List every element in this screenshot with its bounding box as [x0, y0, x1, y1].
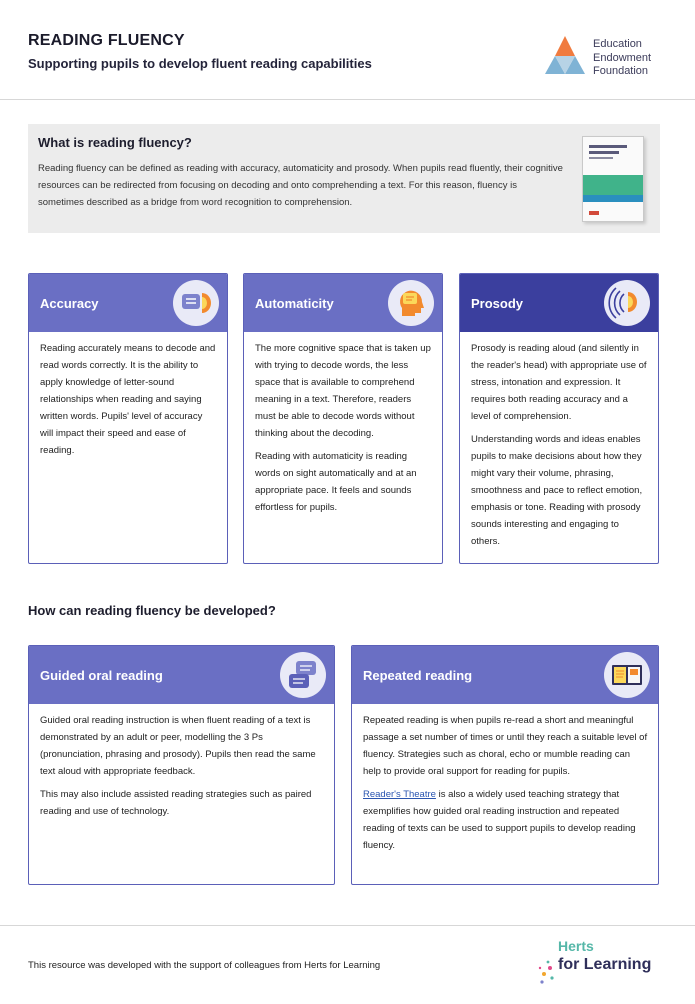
guided-oral-reading-card — [28, 645, 335, 885]
prosody-title: Prosody — [471, 296, 524, 311]
automaticity-body — [255, 340, 432, 522]
repeated-reading-card — [351, 645, 659, 885]
page-footer — [0, 925, 695, 1004]
page-header — [0, 0, 695, 100]
eef-logo-text: Education Endowment Foundation — [593, 38, 652, 77]
accuracy-card-header — [29, 274, 227, 332]
accuracy-card — [28, 273, 228, 564]
page-subtitle: Supporting pupils to develop fluent reading capabilities — [28, 56, 372, 71]
accuracy-body — [40, 340, 217, 465]
repeated-body — [363, 712, 648, 860]
eef-logo — [543, 34, 683, 82]
prosody-card — [459, 273, 659, 564]
guided-body — [40, 712, 324, 826]
chat-bubbles-icon — [280, 652, 326, 698]
automaticity-title: Automaticity — [255, 296, 334, 311]
herts-for-learning-logo — [536, 938, 666, 992]
repeated-title: Repeated reading — [363, 668, 473, 683]
automaticity-card-header — [244, 274, 442, 332]
prosody-paragraph-1: Prosody is reading aloud (and silently in the reader's head) with appropriate use of stress, intonation and expression. It requires both reading accuracy and a level of comprehension. — [471, 343, 647, 422]
sparkle-dots-icon — [536, 938, 558, 992]
repeated-card-header — [352, 646, 658, 704]
automaticity-paragraph-2: Reading with automaticity is reading words on sight automatically and at an appropriate pace. It feels and sounds effortless for pupils. — [255, 451, 417, 513]
develop-heading: How can reading fluency be developed? — [28, 603, 276, 618]
intro-heading: What is reading fluency? — [38, 135, 192, 150]
repeated-paragraph-2 — [363, 786, 648, 854]
intro-box — [28, 124, 660, 233]
guided-paragraph-1: Guided oral reading instruction is when fluent reading of a text is demonstrated by an adult or peer, modelling the 3 Ps (pronunciation, phrasing and prosody). Pupils then read the same text aloud with appropriate feedback. — [40, 715, 316, 777]
speech-bubble-icon — [173, 280, 219, 326]
guidance-report-cover-image — [582, 136, 644, 222]
repeated-paragraph-1: Repeated reading is when pupils re-read a short and meaningful passage a set number of times or until they reach a suitable level of fluency. Strategies such as choral, echo or mumble reading can help to provide oral support for reading for pupils. — [363, 715, 648, 777]
open-book-icon — [604, 652, 650, 698]
accuracy-title: Accuracy — [40, 296, 99, 311]
prosody-body — [471, 340, 648, 556]
prosody-card-header — [460, 274, 658, 332]
thinking-head-icon — [388, 280, 434, 326]
footer-credit: This resource was developed with the support of colleagues from Herts for Learning — [28, 960, 381, 971]
intro-text: Reading fluency can be defined as reading with accuracy, automaticity and prosody. When pupils read fluently, their cognitive resources can be redirected from focusing on decoding and onto comprehending a text. For this reason, fluency is sometimes described as a bridge from word recognition to comprehension. — [38, 163, 563, 208]
guided-title: Guided oral reading — [40, 668, 163, 683]
hfl-logo-line1: Herts — [558, 938, 594, 954]
automaticity-card — [243, 273, 443, 564]
speaking-sound-icon — [604, 280, 650, 326]
guided-card-header — [29, 646, 334, 704]
page-title: READING FLUENCY — [28, 32, 185, 49]
readers-theatre-link[interactable]: Reader's Theatre — [363, 789, 436, 800]
automaticity-paragraph-1: The more cognitive space that is taken up with trying to decode words, the less space that is available to comprehend meaning in a text. Therefore, readers must be able to decode words without thinking about the decoding. — [255, 343, 431, 439]
prosody-paragraph-2: Understanding words and ideas enables pupils to make decisions about how they might vary their volume, phrasing, smoothness and pace to reflect emotion, emphasis or tone. Reading with prosody sounds interesting and engaging to others. — [471, 434, 643, 547]
hfl-logo-line2: for Learning — [558, 956, 652, 973]
accuracy-paragraph: Reading accurately means to decode and read words correctly. It is the ability to apply knowledge of letter-sound relationships when reading and saying written words. Pupils' level of accuracy will impact their speed and ease of reading. — [40, 343, 216, 456]
guided-paragraph-2: This may also include assisted reading strategies such as paired reading and use of technology. — [40, 789, 312, 817]
repeated-paragraph-2-text: is also a widely used teaching strategy that exemplifies how guided oral reading instruction and repeated reading of texts can be used to support pupils to develop reading fluency. — [363, 789, 636, 851]
eef-logo-icon — [543, 34, 587, 78]
